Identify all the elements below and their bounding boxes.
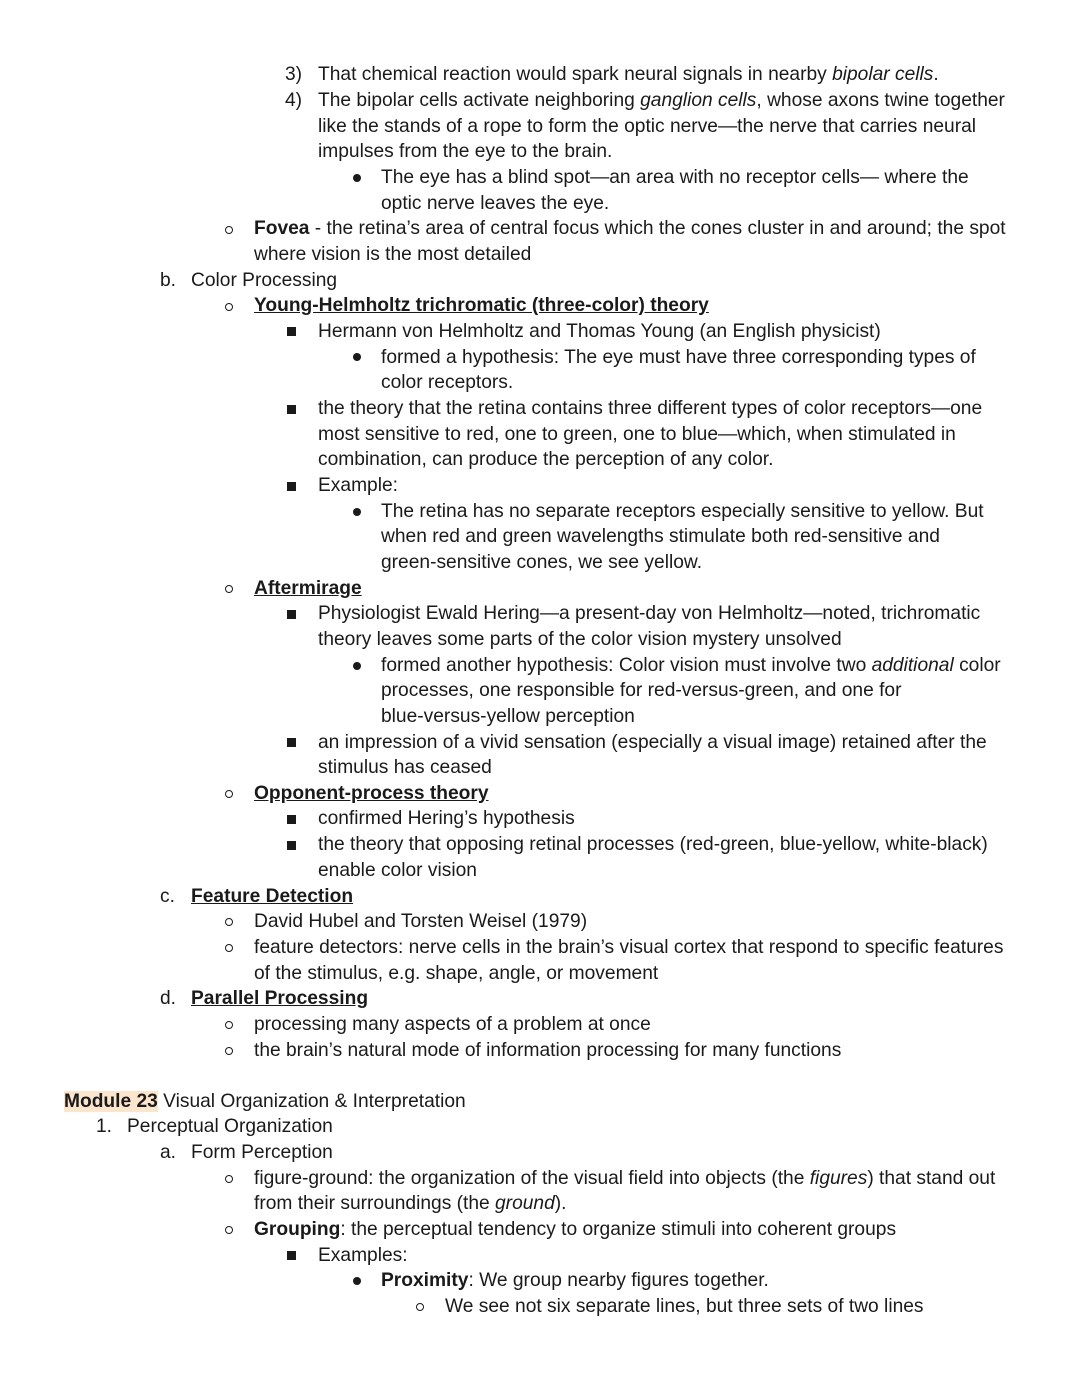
feature-detection-item: David Hubel and Torsten Weisel (1979) xyxy=(254,911,588,932)
list-item-3: That chemical reaction would spark neural signals in nearby bipolar cells. xyxy=(318,64,939,85)
feature-detection-item: feature detectors: nerve cells in the brain’s visual cortex that respond to specific features xyxy=(254,937,1004,958)
proximity-item: Proximity: We group nearby figures together. xyxy=(381,1270,769,1291)
bullet-icon xyxy=(353,174,361,182)
fovea-item-line: where vision is the most detailed xyxy=(254,244,532,265)
section-title-color-processing: Color Processing xyxy=(191,270,338,291)
form-perception-heading: Form Perception xyxy=(191,1142,333,1163)
circle-bullet-icon xyxy=(416,1303,424,1311)
bullet-icon xyxy=(353,1277,361,1285)
list-item-4-line: impulses from the eye to the brain. xyxy=(318,141,613,162)
aftermirage-heading: Aftermirage xyxy=(254,578,362,599)
blind-spot-note-line: optic nerve leaves the eye. xyxy=(381,193,610,214)
list-number: 3) xyxy=(285,64,303,85)
grouping-item: Grouping: the perceptual tendency to organize stimuli into coherent groups xyxy=(254,1219,897,1240)
module-heading: Module 23 Visual Organization & Interpretation xyxy=(64,1091,466,1112)
example-text-line: when red and green wavelengths stimulate both red-sensitive and xyxy=(381,526,940,547)
aftermirage-definition-line: stimulus has ceased xyxy=(318,757,492,778)
example-text: The retina has no separate receptors especially sensitive to yellow. But xyxy=(381,501,984,522)
section-marker: c. xyxy=(160,886,175,907)
young-helmholtz-definition: the theory that the retina contains three different types of color receptors—one xyxy=(318,398,983,419)
hering-note: Physiologist Ewald Hering—a present-day von Helmholtz—noted, trichromatic xyxy=(318,603,981,624)
square-bullet-icon xyxy=(287,738,296,747)
example-text-line: green-sensitive cones, we see yellow. xyxy=(381,552,703,573)
opponent-confirmed: confirmed Hering’s hypothesis xyxy=(318,808,575,829)
section-marker: 1. xyxy=(96,1116,113,1137)
opponent-process-heading: Opponent-process theory xyxy=(254,783,489,804)
hering-hypothesis-line: processes, one responsible for red-versus-green, and one for xyxy=(381,680,902,701)
list-item-4: The bipolar cells activate neighboring ganglion cells, whose axons twine together xyxy=(318,90,1005,111)
hering-note-line: theory leaves some parts of the color vision mystery unsolved xyxy=(318,629,842,650)
feature-detection-heading: Feature Detection xyxy=(191,886,354,907)
circle-bullet-icon xyxy=(225,303,233,311)
young-helmholtz-persons: Hermann von Helmholtz and Thomas Young (an English physicist) xyxy=(318,321,881,342)
blind-spot-note: The eye has a blind spot—an area with no receptor cells— where the xyxy=(381,167,969,188)
young-helmholtz-hypothesis: formed a hypothesis: The eye must have three corresponding types of xyxy=(381,347,976,368)
figure-ground-item-line: from their surroundings (the ground). xyxy=(254,1193,567,1214)
square-bullet-icon xyxy=(287,1251,296,1260)
bullet-icon xyxy=(353,662,361,670)
hering-hypothesis-line: blue-versus-yellow perception xyxy=(381,706,635,727)
proximity-example: We see not six separate lines, but three sets of two lines xyxy=(445,1296,924,1317)
section-marker: a. xyxy=(160,1142,177,1163)
section-marker: b. xyxy=(160,270,177,291)
circle-bullet-icon xyxy=(225,1175,233,1183)
parallel-processing-item: processing many aspects of a problem at once xyxy=(254,1014,651,1035)
parallel-processing-item: the brain’s natural mode of information processing for many functions xyxy=(254,1040,842,1061)
square-bullet-icon xyxy=(287,841,296,850)
young-helmholtz-definition-line: combination, can produce the perception of any color. xyxy=(318,449,774,470)
opponent-definition-line: enable color vision xyxy=(318,860,477,881)
circle-bullet-icon xyxy=(225,1047,233,1055)
aftermirage-definition: an impression of a vivid sensation (especially a visual image) retained after the xyxy=(318,732,987,753)
opponent-definition: the theory that opposing retinal processes (red-green, blue-yellow, white-black) xyxy=(318,834,988,855)
circle-bullet-icon xyxy=(225,790,233,798)
figure-ground-item: figure-ground: the organization of the visual field into objects (the figures) that stand out xyxy=(254,1168,996,1189)
hering-hypothesis: formed another hypothesis: Color vision must involve two additional color xyxy=(381,655,1001,676)
circle-bullet-icon xyxy=(225,944,233,952)
list-item-4-line: like the stands of a rope to form the optic nerve—the nerve that carries neural xyxy=(318,116,977,137)
grouping-examples-label: Examples: xyxy=(318,1245,408,1266)
bullet-icon xyxy=(353,508,361,516)
section-marker: d. xyxy=(160,988,177,1009)
example-label: Example: xyxy=(318,475,398,496)
circle-bullet-icon xyxy=(225,1226,233,1234)
square-bullet-icon xyxy=(287,815,296,824)
fovea-item: Fovea - the retina’s area of central focus which the cones cluster in and around; the spot xyxy=(254,218,1006,239)
square-bullet-icon xyxy=(287,482,296,491)
young-helmholtz-heading: Young-Helmholtz trichromatic (three-color) theory xyxy=(254,295,709,316)
young-helmholtz-hypothesis-line: color receptors. xyxy=(381,372,514,393)
list-number: 4) xyxy=(285,90,303,111)
bullet-icon xyxy=(353,353,361,361)
circle-bullet-icon xyxy=(225,226,233,234)
square-bullet-icon xyxy=(287,405,296,414)
feature-detection-item-line: of the stimulus, e.g. shape, angle, or movement xyxy=(254,963,659,984)
circle-bullet-icon xyxy=(225,1021,233,1029)
circle-bullet-icon xyxy=(225,918,233,926)
young-helmholtz-definition-line: most sensitive to red, one to green, one to blue—which, when stimulated in xyxy=(318,424,956,445)
circle-bullet-icon xyxy=(225,585,233,593)
parallel-processing-heading: Parallel Processing xyxy=(191,988,369,1009)
square-bullet-icon xyxy=(287,327,296,336)
perceptual-organization-heading: Perceptual Organization xyxy=(127,1116,333,1137)
square-bullet-icon xyxy=(287,610,296,619)
